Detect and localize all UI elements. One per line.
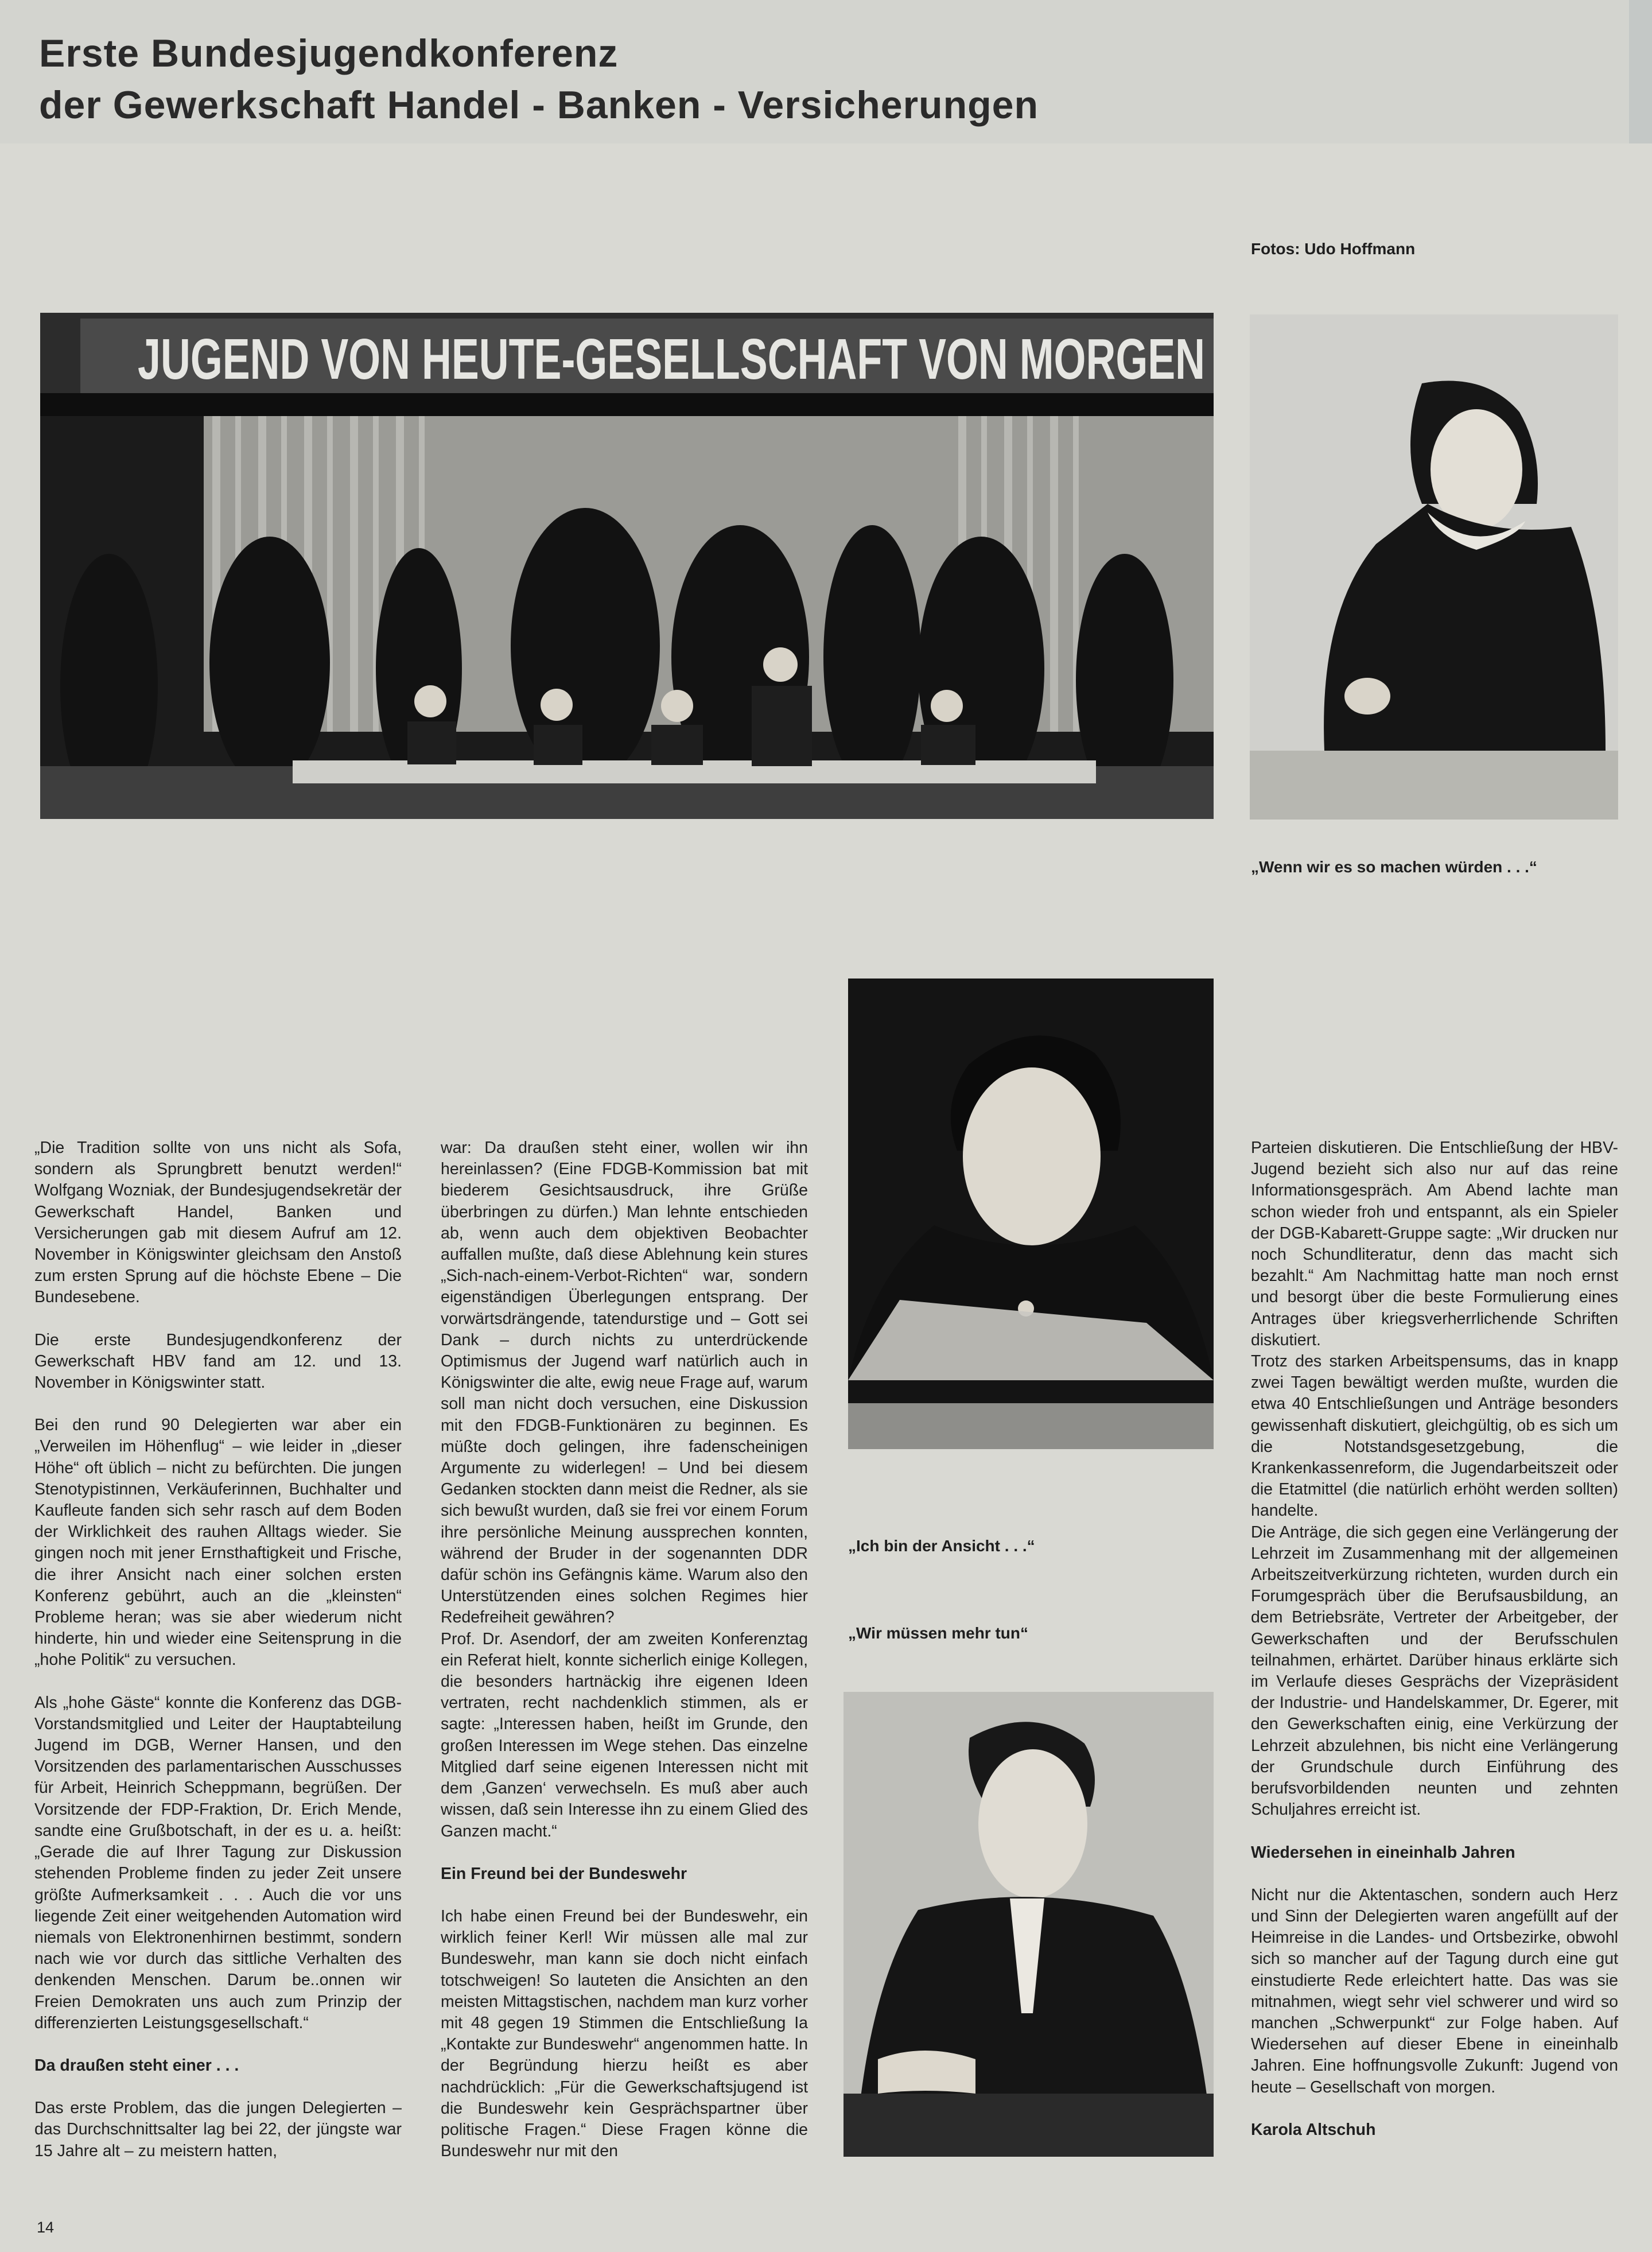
subheading: Wiedersehen in eineinhalb Jahren [1251,1843,1515,1862]
article-title [39,28,1039,131]
paragraph: Die erste Bundesjugendkonferenz der Gewerkschaft HBV fand am 12. und 13. November in Königswinter statt. [34,1330,402,1392]
speaker-man-photo [844,1692,1214,2157]
article-column-3 [1251,1137,1618,2141]
author-signature: Karola Altschuh [1251,2120,1376,2139]
paragraph: Als „hohe Gäste“ konnte die Konferenz das DGB-Vorstandsmitglied und Leiter der Hauptabteilung Jugend im DGB, Werner Hansen, und den Vorsitzenden des parlamentarischen Ausschusses für Arbeit, Heinrich Scheppmann, begrüßen. Der Vorsitzende der FDP-Fraktion, Dr. Erich Mende, sandte eine Grußbotschaft, in der es u. a. heißt: „Gerade die auf Ihrer Tagung zur Diskussion stehenden Probleme finden zu jeder Zeit unsere größte Aufmerksamkeit . . . Auch die vor uns liegende Zeit einer weitgehenden Automation wird niemals von Elektronenhirnen bestimmt, sondern nach wie vor durch das sittliche Verhalten des denkenden Menschen. Darum be..onnen wir Freien Demokraten uns auch zum Prinzip der differenzierten Leistungsgesellschaft.“ [34,1693,402,2032]
paragraph: Prof. Dr. Asendorf, der am zweiten Konferenztag ein Referat hielt, konnte sicherlich einige Kollegen, die besonders hartnäckig ihre eigenen Ideen vertraten, recht nachdenklich stimmen, als er sagte: „Interessen haben, heißt im Grunde, den großen Interessen im Wege stehen. Das einzelne Mitglied darf seine eigenen Interessen nicht mit dem ‚Ganzen‘ verwechseln. Es muß aber auch wissen, daß sein Interesse ihn zu einem Glied des Ganzen macht.“ [441,1629,808,1841]
speaker-woman-photo-top [1250,314,1618,820]
subheading: Da draußen steht einer . . . [34,2056,239,2075]
article-column-2 [441,1137,808,2162]
page-number: 14 [37,2219,55,2236]
paragraph: Die Anträge, die sich gegen eine Verlängerung der Lehrzeit im Zusammenhang mit der allgemeinen Arbeitszeitverkürzung richteten, wurden durch ein Forumgespräch über die Berufsausbildung, an dem Betriebsräte, Vertreter der Arbeitgeber, der Gewerkschaften und der Berufsschulen teilnahmen, erhärtet. Darüber hinaus erklärte sich im Verlaufe dieses Gesprächs der Vizepräsident der Industrie- und Handelskammer, Dr. Egerer, mit den Gewerkschaften einig, eine Verkürzung der Lehrzeit abzulehnen, bis nicht eine Verlängerung der Grundschule durch Einführung des berufsvorbildenden neunten und zehnten Schuljahres erreicht ist. [1251,1523,1618,1819]
caption-woman-middle: „Ich bin der Ansicht . . .“ [848,1537,1035,1555]
caption-man-bottom: „Wir müssen mehr tun“ [848,1624,1029,1642]
paragraph: Parteien diskutieren. Die Entschließung der HBV-Jugend bezieht sich also nur auf das reine Informationsgespräch. Am Abend lachte man schon wieder froh und entspannt, als ein Spieler der DGB-Kabarett-Gruppe sagte: „Wir drucken nur noch Schundliteratur, denn das macht sich bezahlt.“ Am Nachmittag hatte man noch ernst und besorgt über die beste Formulierung eines Antrages über kriegsverherrlichende Schriften diskutiert. [1251,1139,1618,1349]
photo-credit: Fotos: Udo Hoffmann [1251,240,1416,258]
title-line-2: der Gewerkschaft Handel - Banken - Versicherungen [39,83,1039,127]
page-edge [1629,0,1652,143]
speaker-woman-photo-middle [848,979,1214,1449]
paragraph: Nicht nur die Aktentaschen, sondern auch Herz und Sinn der Delegierten waren angefüllt auf der Heimreise in die Landes- und Ortsbezirke, obwohl sich so mancher auf der Tagung durch eine gut einstudierte Rede erleichtert hatte. Das was sie mitnahmen, wiegt sehr viel schwerer und wird so manchen „Schwerpunkt“ zur Folge haben. Auf Wiedersehen auf dieser Ebene in eineinhalb Jahren. Eine hoffnungsvolle Zukunft: Jugend von heute – Gesellschaft von morgen. [1251,1885,1618,2096]
paragraph: Trotz des starken Arbeitspensums, das in knapp zwei Tagen bewältigt werden mußte, wurden die etwa 40 Entschließungen und Anträge besonders gewissenhaft diskutiert, gleichgültig, ob es sich um die Notstandsgesetzgebung, die Krankenkassenreform, die Jugendarbeitszeit oder die Etatmittel (die natürlich erhöht werden sollten) handelte. [1251,1352,1618,1520]
paragraph: „Die Tradition sollte von uns nicht als Sofa, sondern als Sprungbrett benutzt werden!“ Wolfgang Wozniak, der Bundesjugendsekretär der Gewerkschaft Handel, Banken und Versicherungen gab mit diesem Aufruf am 12. November in Königswinter gleichsam den Anstoß zum ersten Sprung auf die höchste Ebene – Die Bundesebene. [34,1139,402,1307]
stage-photo [40,313,1214,819]
paragraph: Das erste Problem, das die jungen Delegierten – das Durchschnittsalter lag bei 22, der jüngste war 15 Jahre alt – zu meistern hatten, [34,2099,402,2160]
caption-woman-top: „Wenn wir es so machen würden . . .“ [1251,858,1537,876]
paragraph: Ich habe einen Freund bei der Bundeswehr, ein wirklich feiner Kerl! Wir müssen alle mal zur Bundeswehr, man kann sie doch nicht einfach totschweigen! So lauteten die Ansichten an den meisten Mittagstischen, nachdem man kurz vorher mit 48 gegen 19 Stimmen die Entschließung Ia „Kontakte zur Bundeswehr“ angenommen hatte. In der Begründung hierzu heißt es aber nachdrücklich: „Für die Gewerkschaftsjugend ist die Bundeswehr kein Gesprächspartner über politische Fragen.“ Diese Fragen könne die Bundeswehr nur mit den [441,1907,808,2161]
title-line-1: Erste Bundesjugendkonferenz [39,32,619,75]
article-column-1 [34,1137,402,2162]
paragraph: Bei den rund 90 Delegierten war aber ein „Verweilen im Höhenflug“ – wie leider in „dieser Höhe“ oft üblich – nicht zu befürchten. Die jungen Stenotypistinnen, Verkäuferinnen, Buchhalter und Kaufleute fanden sich sehr rasch auf dem Boden der Wirklichkeit des rauhen Alltags wieder. Sie gingen noch mit jener Ernsthaftigkeit und Frische, die ihrer Ansicht nach einer solchen ersten Konferenz gebührt, auch an die „kleinsten“ Probleme heran; was sie aber wiederum nicht hinderte, hin und wieder eine Seitensprung in die „hohe Politik“ zu versuchen. [34,1416,402,1669]
paragraph: war: Da draußen steht einer, wollen wir ihn hereinlassen? (Eine FDGB-Kommission bat mit biederem Gesichtsausdruck, ihre Grüße überbringen zu dürfen.) Man lehnte entschieden ab, wenn auch dem objektiven Beobachter auffallen mußte, daß diese Ablehnung kein stures „Sich-nach-einem-Verbot-Richten“ war, sondern eigenständigen Überlegungen entsprang. Der vorwärtsdrängende, tatendurstige und – Gott sei Dank – durch nichts zu unterdrückende Optimismus der Jugend warf natürlich auch in Königswinter die alte, ewig neue Frage auf, warum soll man nicht doch versuchen, eine Diskussion mit den FDGB-Funktionären zu beginnen. Es müßte doch gelingen, ihre fadenscheinigen Argumente zu widerlegen! – Und bei diesem Gedanken stockten dann meist die Redner, als sie sich bewußt wurden, daß sie frei vor einem Forum ihre persönliche Meinung aussprechen konnten, während der Bruder in der sogenannten DDR dafür schön ins Gefängnis käme. Warum also den Unterstützenden eines solchen Regimes hier Redefreiheit gewähren? [441,1139,808,1627]
subheading: Ein Freund bei der Bundeswehr [441,1864,687,1883]
banner-text: JUGEND VON HEUTE-GESELLSCHAFT VON MORGEN [138,327,1205,391]
